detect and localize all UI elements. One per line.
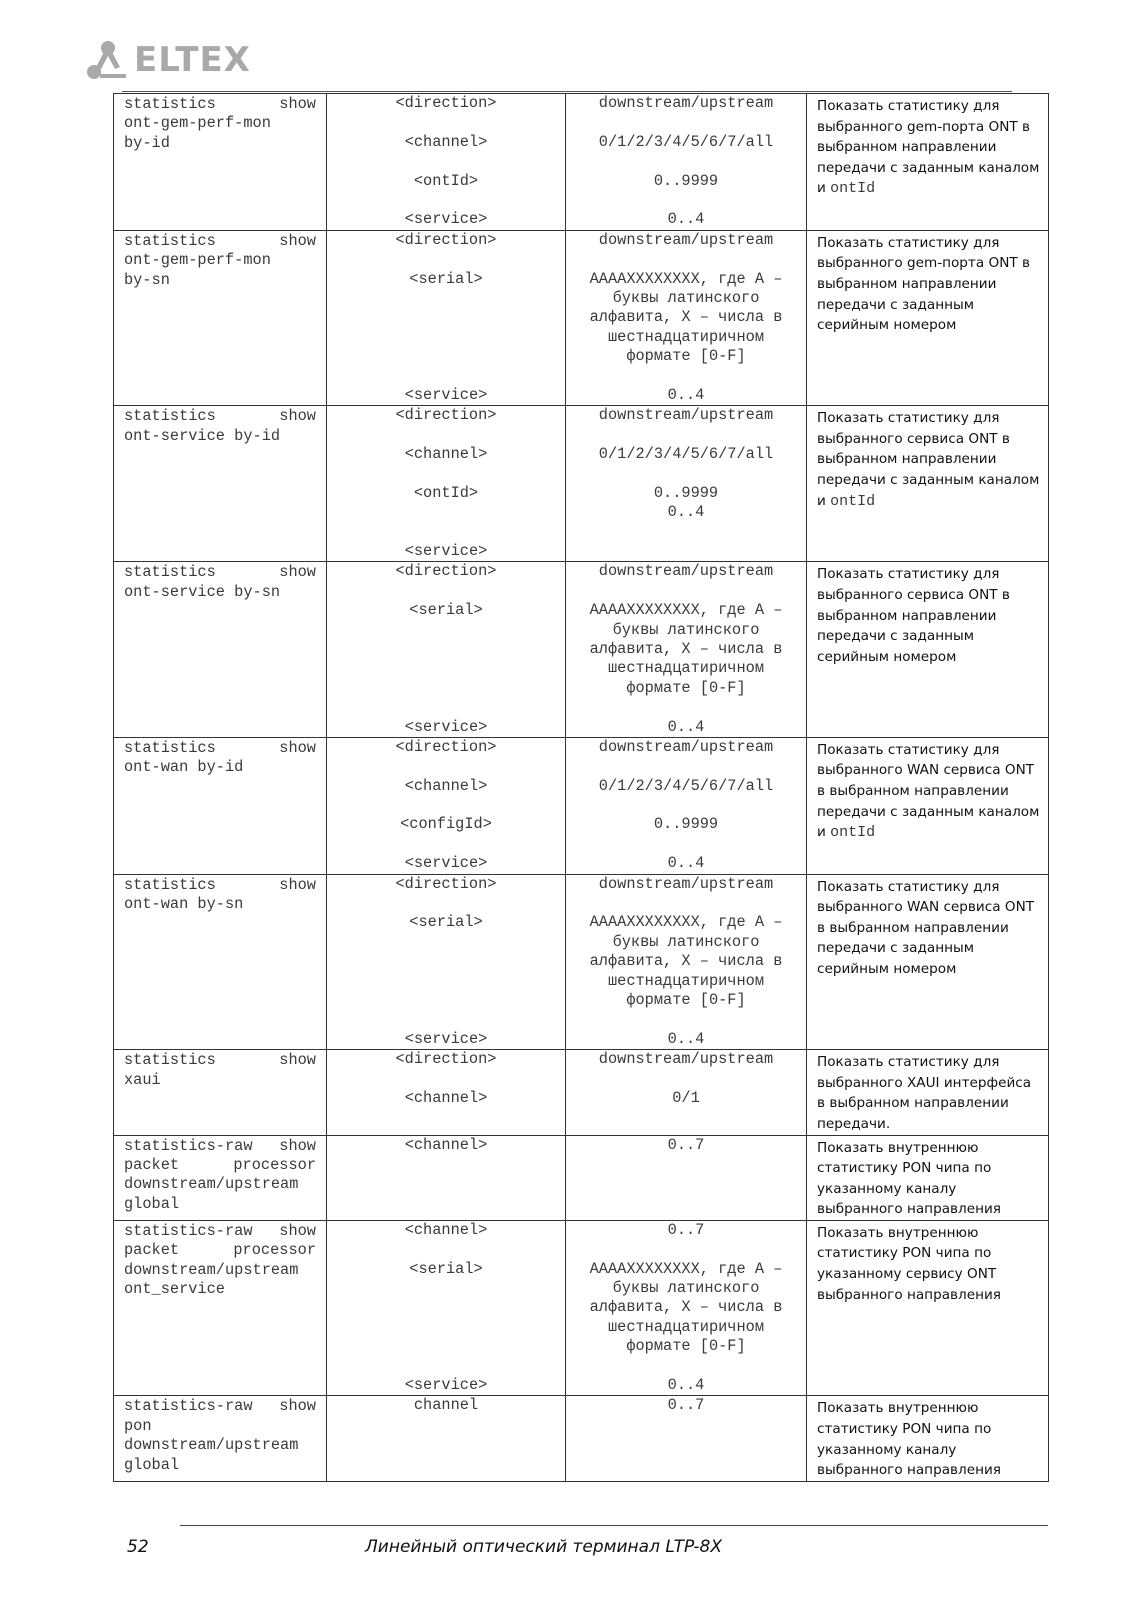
spacer <box>327 952 565 971</box>
table-row <box>114 1220 1049 1396</box>
command-cell <box>114 406 327 562</box>
description-code: ontId <box>830 180 876 198</box>
spacer <box>578 757 794 776</box>
description-text: Показать статистику для выбранного сервиса ONT в выбранном направлении передачи с заданным каналом и <box>817 410 1040 509</box>
table-row <box>114 230 1049 406</box>
table-row <box>114 406 1049 562</box>
parameter-cell <box>327 1135 566 1220</box>
parameter-name: <ontId> <box>413 483 479 502</box>
spacer <box>327 659 565 678</box>
spacer <box>578 835 794 854</box>
spacer <box>578 366 794 385</box>
command-line: xaui <box>124 1070 161 1089</box>
parameter-name: <service> <box>404 385 488 404</box>
parameter-value: алфавита, X – числа в <box>589 1298 783 1317</box>
spacer <box>327 464 565 483</box>
parameter-name: <channel> <box>404 1088 488 1107</box>
spacer <box>327 1010 565 1029</box>
description-text: Показать статистику для выбранного gem-порта ONT в выбранном направлении передачи с заданным каналом и <box>817 98 1040 197</box>
parameter-value: 0..4 <box>667 210 705 229</box>
parameter-value: шестнадцатиричном <box>607 659 765 678</box>
value-cell <box>566 1135 807 1220</box>
command-line: by-sn <box>124 270 170 289</box>
parameter-value: 0..9999 <box>653 171 719 190</box>
spacer <box>578 698 794 717</box>
parameter-name: <service> <box>404 210 488 229</box>
parameter-value: 0/1/2/3/4/5/6/7/all <box>598 776 774 795</box>
command-line: global <box>124 1194 180 1213</box>
parameter-value: 0..4 <box>667 1029 705 1048</box>
eltex-logo-icon <box>86 40 130 80</box>
spacer <box>327 582 565 601</box>
parameter-name: <serial> <box>409 913 483 932</box>
parameter-name: <service> <box>404 541 488 560</box>
parameter-name: <channel> <box>404 1135 488 1154</box>
spacer <box>578 1357 794 1376</box>
parameter-cell <box>327 1220 566 1396</box>
parameter-value: 0..9999 <box>653 815 719 834</box>
spacer <box>327 1357 565 1376</box>
spacer <box>327 1298 565 1317</box>
parameter-cell <box>327 230 566 406</box>
spacer <box>327 1070 565 1089</box>
parameter-name: <channel> <box>404 445 488 464</box>
value-cell <box>566 230 807 406</box>
command-line: packet processor <box>124 1155 316 1174</box>
command-line: packet processor <box>124 1241 316 1260</box>
description-cell <box>807 94 1049 231</box>
description-text: Показать внутреннюю статистику PON чипа по указанному каналу выбранного направления <box>817 1400 1001 1479</box>
parameter-name: <direction> <box>395 406 497 425</box>
spacer <box>578 894 794 913</box>
command-line: statistics show <box>124 738 316 757</box>
eltex-logo <box>86 40 251 80</box>
parameter-value: шестнадцатиричном <box>607 1317 765 1336</box>
command-table <box>113 93 1049 1482</box>
parameter-value: AAAAXXXXXXXX, где A – <box>589 1259 783 1278</box>
spacer <box>327 991 565 1010</box>
spacer <box>578 426 794 445</box>
parameter-cell <box>327 406 566 562</box>
spacer <box>327 621 565 640</box>
description-code: ontId <box>830 824 876 842</box>
description-text: Показать внутреннюю статистику PON чипа по указанному сервису ONT выбранного направления <box>817 1224 1001 1303</box>
spacer <box>578 464 794 483</box>
parameter-cell <box>327 874 566 1050</box>
page-number: 52 <box>127 1537 149 1557</box>
parameter-value: 0/1/2/3/4/5/6/7/all <box>598 132 774 151</box>
command-line: ont-gem-perf-mon <box>124 114 271 133</box>
command-line: statistics-raw show <box>124 1136 316 1155</box>
description-cell <box>807 1050 1049 1135</box>
value-cell <box>566 737 807 874</box>
spacer <box>327 1240 565 1259</box>
description-text: Показать статистику для выбранного сервиса ONT в выбранном направлении передачи с заданным серийным номером <box>817 566 1010 665</box>
command-cell <box>114 230 327 406</box>
description-cell <box>807 1396 1049 1481</box>
spacer <box>327 308 565 327</box>
description-text: Показать статистику для выбранного WAN сервиса ONT в выбранном направлении передачи с заданным серийным номером <box>817 878 1035 977</box>
spacer <box>327 835 565 854</box>
description-cell <box>807 874 1049 1050</box>
parameter-value: алфавита, X – числа в <box>589 639 783 658</box>
spacer <box>578 152 794 171</box>
parameter-value: AAAAXXXXXXXX, где A – <box>589 913 783 932</box>
spacer <box>327 1337 565 1356</box>
spacer <box>327 894 565 913</box>
command-cell <box>114 874 327 1050</box>
table-row <box>114 94 1049 231</box>
parameter-name: <direction> <box>395 562 497 581</box>
parameter-value: 0..4 <box>667 385 705 404</box>
spacer <box>327 933 565 952</box>
parameter-name: <channel> <box>404 776 488 795</box>
description-text: Показать статистику для выбранного WAN сервиса ONT в выбранном направлении передачи с заданным каналом и <box>817 741 1040 841</box>
parameter-name: <serial> <box>409 269 483 288</box>
description-cell <box>807 1220 1049 1396</box>
value-cell <box>566 1220 807 1396</box>
spacer <box>578 1240 794 1259</box>
table-row <box>114 562 1049 738</box>
parameter-name: <service> <box>404 1376 488 1395</box>
spacer <box>327 366 565 385</box>
command-cell <box>114 94 327 231</box>
command-line: statistics show <box>124 563 316 582</box>
spacer <box>327 113 565 132</box>
table-row <box>114 737 1049 874</box>
parameter-value: 0..7 <box>667 1396 705 1415</box>
command-line: statistics-raw show <box>124 1397 316 1416</box>
spacer <box>578 796 794 815</box>
logo-text: ELTEX <box>134 40 251 80</box>
value-cell <box>566 562 807 738</box>
spacer <box>327 1279 565 1298</box>
spacer <box>578 523 794 542</box>
table-row <box>114 1135 1049 1220</box>
parameter-value: downstream/upstream <box>598 230 774 249</box>
spacer <box>327 1318 565 1337</box>
spacer <box>327 523 565 542</box>
description-cell <box>807 406 1049 562</box>
parameter-value: алфавита, X – числа в <box>589 308 783 327</box>
command-line: downstream/upstream <box>124 1260 299 1279</box>
parameter-name: <direction> <box>395 737 497 756</box>
spacer <box>327 250 565 269</box>
parameter-value: формате [0-F] <box>626 990 746 1009</box>
header-rule <box>122 91 1012 92</box>
parameter-cell <box>327 1050 566 1135</box>
parameter-value: 0..7 <box>667 1220 705 1239</box>
parameter-value: 0..4 <box>667 717 705 736</box>
command-cell <box>114 737 327 874</box>
spacer <box>578 1070 794 1089</box>
command-line: ont_service <box>124 1280 225 1299</box>
command-line: downstream/upstream <box>124 1436 299 1455</box>
parameter-name: <direction> <box>395 94 497 112</box>
parameter-value: downstream/upstream <box>598 737 774 756</box>
command-cell <box>114 1396 327 1481</box>
parameter-value: downstream/upstream <box>598 874 774 893</box>
command-line: global <box>124 1455 180 1474</box>
parameter-name: <serial> <box>409 1259 483 1278</box>
parameter-name: <service> <box>404 717 488 736</box>
parameter-name: <ontId> <box>413 171 479 190</box>
spacer <box>327 972 565 991</box>
description-text: Показать внутреннюю статистику PON чипа по указанному каналу выбранного направления <box>817 1139 1001 1218</box>
parameter-cell <box>327 94 566 231</box>
parameter-cell <box>327 562 566 738</box>
command-cell <box>114 1135 327 1220</box>
command-line: statistics show <box>124 95 316 113</box>
command-cell <box>114 562 327 738</box>
spacer <box>327 289 565 308</box>
parameter-name: <channel> <box>404 132 488 151</box>
command-line: ont-wan by-id <box>124 758 244 777</box>
command-line: statistics show <box>124 231 316 250</box>
parameter-name: <service> <box>404 854 488 873</box>
description-cell <box>807 737 1049 874</box>
spacer <box>327 503 565 522</box>
command-cell <box>114 1220 327 1396</box>
spacer <box>327 152 565 171</box>
spacer <box>327 796 565 815</box>
parameter-value: формате [0-F] <box>626 678 746 697</box>
command-cell <box>114 1050 327 1135</box>
description-code: ontId <box>830 492 876 510</box>
command-line: by-id <box>124 133 170 152</box>
footer-rule <box>180 1525 1048 1526</box>
value-cell <box>566 1396 807 1481</box>
parameter-value: буквы латинского <box>612 620 760 639</box>
spacer <box>578 542 794 561</box>
parameter-value: 0..4 <box>667 1376 705 1395</box>
command-line: downstream/upstream <box>124 1175 299 1194</box>
parameter-name: <channel> <box>404 1220 488 1239</box>
command-line: ont-service by-sn <box>124 582 281 601</box>
parameter-name: <direction> <box>395 1050 497 1069</box>
command-line: statistics show <box>124 875 316 894</box>
description-cell <box>807 230 1049 406</box>
parameter-value: downstream/upstream <box>598 94 774 112</box>
spacer <box>327 640 565 659</box>
parameter-value: буквы латинского <box>612 288 760 307</box>
spacer <box>327 191 565 210</box>
parameter-value: AAAAXXXXXXXX, где A – <box>589 269 783 288</box>
command-line: statistics show <box>124 407 316 426</box>
value-cell <box>566 874 807 1050</box>
table-row <box>114 1050 1049 1135</box>
parameter-value: формате [0-F] <box>626 1337 746 1356</box>
spacer <box>578 113 794 132</box>
parameter-name: <configId> <box>400 815 492 834</box>
spacer <box>327 347 565 366</box>
parameter-cell <box>327 737 566 874</box>
table-row <box>114 1396 1049 1481</box>
command-line: statistics-raw show <box>124 1221 316 1240</box>
spacer <box>327 426 565 445</box>
spacer <box>327 679 565 698</box>
parameter-name: <direction> <box>395 230 497 249</box>
parameter-name: <serial> <box>409 601 483 620</box>
parameter-value: 0/1/2/3/4/5/6/7/all <box>598 445 774 464</box>
spacer <box>578 1010 794 1029</box>
description-text: Показать статистику для выбранного XAUI интерфейса в выбранном направлении передачи. <box>817 1054 1032 1132</box>
command-line: ont-gem-perf-mon <box>124 251 271 270</box>
parameter-name: <service> <box>404 1029 488 1048</box>
spacer <box>327 328 565 347</box>
parameter-value: 0..7 <box>667 1135 705 1154</box>
parameter-value: буквы латинского <box>612 1279 760 1298</box>
command-line: ont-wan by-sn <box>124 895 244 914</box>
parameter-value: AAAAXXXXXXXX, где A – <box>589 601 783 620</box>
parameter-value: 0/1 <box>672 1088 700 1107</box>
description-text: Показать статистику для выбранного gem-порта ONT в выбранном направлении передачи с заданным серийным номером <box>817 234 1031 334</box>
table-row <box>114 874 1049 1050</box>
parameter-value: 0..4 <box>667 503 705 522</box>
spacer <box>327 698 565 717</box>
spacer <box>327 757 565 776</box>
parameter-value: downstream/upstream <box>598 562 774 581</box>
parameter-value: шестнадцатиричном <box>607 971 765 990</box>
parameter-value: downstream/upstream <box>598 1050 774 1069</box>
spacer <box>578 250 794 269</box>
command-line: pon <box>124 1416 152 1435</box>
parameter-value: формате [0-F] <box>626 347 746 366</box>
spacer <box>578 191 794 210</box>
value-cell <box>566 406 807 562</box>
spacer <box>578 582 794 601</box>
description-cell <box>807 562 1049 738</box>
parameter-value: downstream/upstream <box>598 406 774 425</box>
value-cell <box>566 1050 807 1135</box>
footer-title: Линейный оптический терминал LTP-8X <box>365 1537 722 1557</box>
command-line: statistics show <box>124 1051 316 1070</box>
parameter-value: буквы латинского <box>612 932 760 951</box>
parameter-value: шестнадцатиричном <box>607 327 765 346</box>
parameter-value: 0..9999 <box>653 483 719 502</box>
description-cell <box>807 1135 1049 1220</box>
value-cell <box>566 94 807 231</box>
parameter-value: 0..4 <box>667 854 705 873</box>
command-line: ont-service by-id <box>124 426 281 445</box>
parameter-value: алфавита, X – числа в <box>589 952 783 971</box>
parameter-cell <box>327 1396 566 1481</box>
parameter-name: channel <box>413 1396 479 1415</box>
parameter-name: <direction> <box>395 874 497 893</box>
